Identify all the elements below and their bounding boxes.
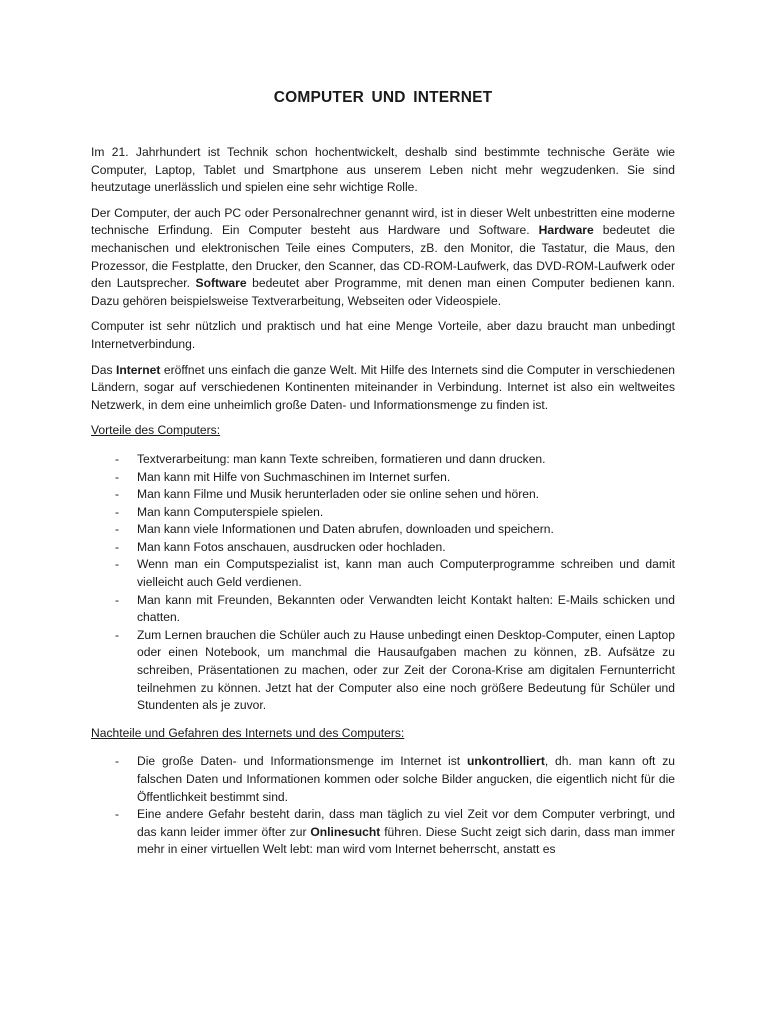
software-term: Software [195,276,247,291]
disadvantage-text-2: , dh. man kann oft zu falschen Daten und Informationen kommen oder solche Bilder angucken, die eigentlich nicht für die Öffentlichkeit bestimmt sind. [137,754,675,804]
disadvantages-list [91,753,675,859]
bullet-dash: - [115,487,120,502]
computer-paragraph-text-1: Der Computer, der auch PC oder Personalrechner genannt wird, ist in dieser Welt unbestritten eine moderne technische Erfindung. Ein Computer besteht aus Hardware und Software. [91,205,675,238]
internet-paragraph [91,362,675,415]
computer-paragraph-text-2: bedeutet die mechanischen und elektronischen Teile eines Computers, zB. den Monitor, die Tastatur, die Maus, den Prozessor, die Festplatte, den Drucker, den Scanner, das CD-ROM-Laufwerk, das DVD-ROM-Laufwerk oder den Lautsprecher. [91,223,675,291]
advantage-item [91,521,675,539]
internet-term: Internet [116,362,161,377]
document-title: COMPUTER UND INTERNET [273,89,493,106]
advantage-text: Man kann Fotos anschauen, ausdrucken oder hochladen. [137,539,446,554]
advantage-item [91,451,675,469]
internet-paragraph-text-1: Das [91,362,117,377]
advantage-text: Man kann Filme und Musik herunterladen oder sie online sehen und hören. [137,487,540,502]
advantage-text: Man kann mit Hilfe von Suchmaschinen im Internet surfen. [137,469,451,484]
advantage-text: Man kann mit Freunden, Bekannten oder Verwandten leicht Kontakt halten: E-Mails schicken und chatten. [137,592,675,625]
internet-paragraph-text-2: eröffnet uns einfach die ganze Welt. Mit Hilfe des Internets sind die Computer in verschiedenen Ländern, sogar auf verschiedenen Kontinenten miteinander in Verbindung. Internet ist also ein weltweites Netzwerk, in dem eine unheimlich große Daten- und Informationsmenge zu finden ist. [91,362,675,412]
disadvantage-text-1: Die große Daten- und Informationsmenge im Internet ist [137,754,467,769]
bullet-dash: - [115,592,120,607]
advantages-list [91,451,675,715]
document-body [91,88,675,869]
advantage-item [91,539,675,557]
bullet-dash: - [115,754,120,769]
computer-paragraph-text-3: bedeutet aber Programme, mit denen man einen Computer bedienen kann. Dazu gehören beispielsweise Textverarbeitung, Webseiten oder Videospiele. [91,276,675,308]
bullet-dash: - [115,539,120,554]
unkontrolliert-term: unkontrolliert [466,754,545,769]
bullet-dash: - [115,504,120,519]
disadvantage-item [91,753,675,806]
disadvantage-text-1: Eine andere Gefahr besteht darin, dass man täglich zu viel Zeit vor dem Computer verbringt, und das kann leider immer öfter zur [137,807,675,839]
advantage-item [91,592,675,627]
advantage-item [91,556,675,591]
computer-paragraph [91,205,675,311]
bullet-dash: - [115,627,120,642]
intro-paragraph: Im 21. Jahrhundert ist Technik schon hochentwickelt, deshalb sind bestimmte technische Geräte wie Computer, Laptop, Tablet und Smartphone aus unserem Leben nicht mehr wegzudenken. Sie sind heutzutage unerlässlich und spielen eine sehr wichtige Rolle. [91,145,675,195]
advantage-text: Zum Lernen brauchen die Schüler auch zu Hause unbedingt einen Desktop-Computer, einen Laptop oder einen Notebook, um manchmal die Hausaufgaben machen zu können, zB. Aufsätze zu schreiben, Präsentationen zu machen, oder zur Zeit der Corona-Krise am digitalen Fernunterricht teilnehmen zu können. Jetzt hat der Computer also eine noch größere Bedeutung für Schüler und Stundenten als je zuvor. [137,627,675,713]
onlinesucht-term: Onlinesucht [310,824,381,839]
bullet-dash: - [115,557,120,572]
advantage-text: Man kann viele Informationen und Daten abrufen, downloaden und speichern. [137,522,554,537]
usefulness-paragraph: Computer ist sehr nützlich und praktisch und hat eine Menge Vorteile, aber dazu braucht man unbedingt Internetverbindung. [91,319,675,351]
bullet-dash: - [115,451,120,466]
bullet-dash: - [115,469,120,484]
hardware-term: Hardware [538,223,594,238]
advantage-item [91,504,675,522]
advantage-text: Wenn man ein Computspezialist ist, kann man auch Computerprogramme schreiben und damit vielleicht auch Geld verdienen. [137,557,675,590]
advantages-heading: Vorteile des Computers: [91,423,221,438]
advantage-item [91,486,675,504]
bullet-dash: - [115,522,120,537]
disadvantages-heading: Nachteile und Gefahren des Internets und des Computers: [91,725,405,740]
advantage-item [91,627,675,715]
disadvantage-text-2: führen. Diese Sucht zeigt sich darin, dass man immer mehr in einer virtuellen Welt lebt: man wird vom Internet beherrscht, anstatt es [137,824,675,857]
bullet-dash: - [115,807,120,822]
advantage-text: Textverarbeitung: man kann Texte schreiben, formatieren und dann drucken. [137,451,546,466]
disadvantage-item [91,806,675,859]
advantage-text: Man kann Computerspiele spielen. [137,504,324,519]
advantage-item [91,469,675,487]
